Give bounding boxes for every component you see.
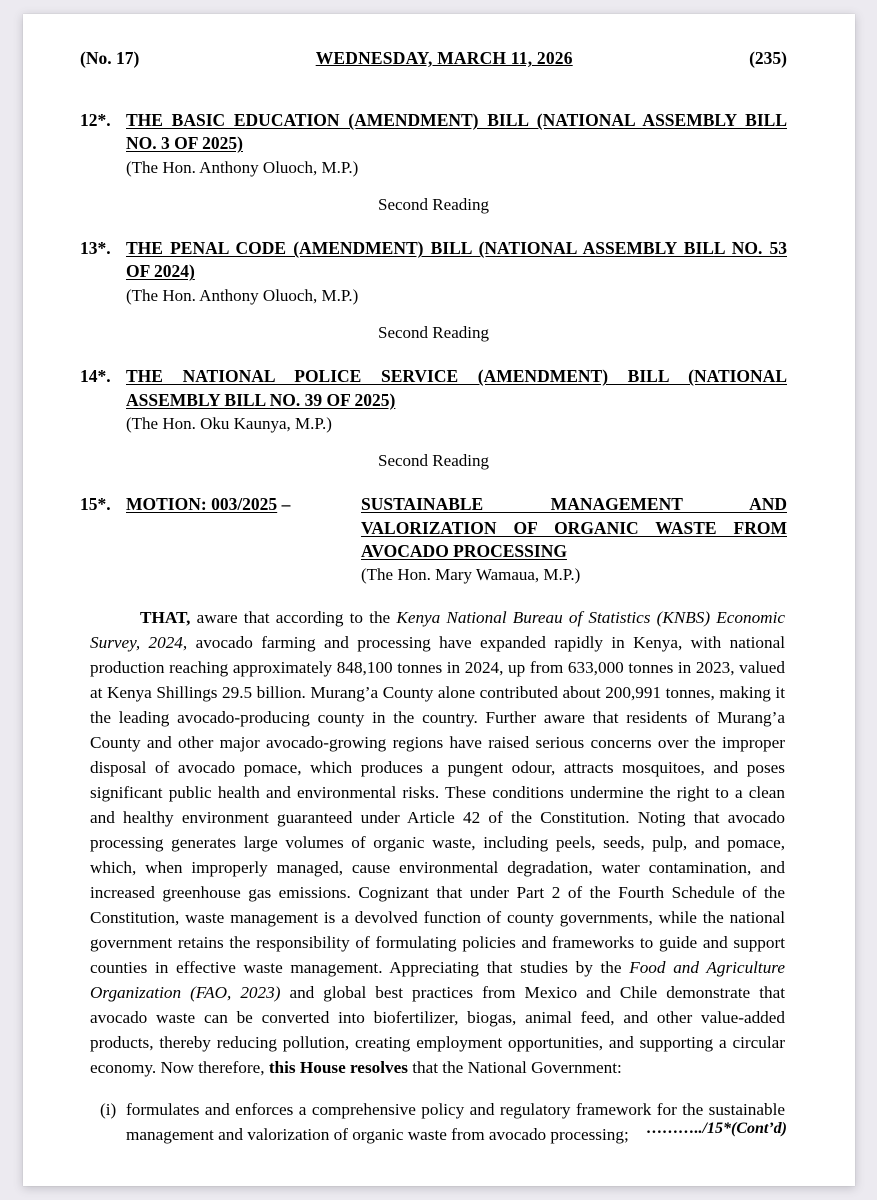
bill-sponsor: (The Hon. Anthony Oluoch, M.P.) [126,157,359,177]
page-header [80,48,787,69]
bill-title: THE NATIONAL POLICE SERVICE (AMENDMENT) BILL (NATIONAL ASSEMBLY BILL NO. 39 OF 2025) [126,366,787,410]
bill-sponsor: (The Hon. Oku Kaunya, M.P.) [126,413,332,433]
order-item-number: 13*. [80,238,111,259]
motion-reference-dash: – [277,494,291,515]
page-number: (235) [749,48,787,68]
order-item-stage: Second Reading [378,323,489,343]
resolution-marker: (i) [100,1100,117,1120]
order-item-stage: Second Reading [378,195,489,215]
order-item-13 [80,237,787,307]
order-item-stage: Second Reading [378,451,489,471]
order-item-number: 14*. [80,366,111,387]
document-page [23,14,855,1186]
order-item-12 [80,109,787,179]
order-item-body [126,493,787,586]
motion-reference-text: MOTION: 003/2025 [126,494,278,515]
motion-title: SUSTAINABLE MANAGEMENT AND VALORIZATION OF ORGANIC WASTE FROM AVOCADO PROCESSING [361,494,787,561]
resolution-text: formulates and enforces a comprehensive policy and regulatory framework for the sustainable management and valorization of organic waste from avocado processing; [126,1100,785,1145]
order-item-body [126,109,787,179]
order-item-number: 15*. [80,494,111,515]
motion-body-text: THAT, aware that according to the Kenya National Bureau of Statistics (KNBS) Economic Survey, 2024, avocado farming and processing have expanded rapidly in Kenya, with national production reaching approximately 848,100 tonnes in 2024, up from 633,000 tonnes in 2023, valued at Kenya Shillings 29.5 billion. Murang’a County alone contributed about 200,991 tonnes, making it the leading avocado-producing county in the country. Further aware that residents of Murang’a County and other major avocado-growing regions have raised serious concerns over the improper disposal of avocado pomace, which produces a pungent odour, attracts mosquitoes, and poses significant public health and environmental risks. These conditions undermine the right to a clean and healthy environment guaranteed under Article 42 of the Constitution. Noting that avocado processing generates large volumes of organic waste, including peels, seeds, pulp, and pomace, which, when improperly managed, cause environmental degradation, water contamination, and increased greenhouse gas emissions. Cognizant that under Part 2 of the Fourth Schedule of the Constitution, waste management is a devolved function of county governments, while the national government retains the responsibility of formulating policies and frameworks to guide and support counties in effective waste management. Appreciating that studies by the Food and Agriculture Organization (FAO, 2023) and global best practices from Mexico and Chile demonstrate that avocado waste can be converted into biofertilizer, biogas, animal feed, and other value-added products, thereby reducing pollution, creating employment opportunities, and supporting a circular economy. Now therefore, this House resolves that the National Government: [90,607,785,1078]
sitting-date: WEDNESDAY, MARCH 11, 2026 [315,48,573,68]
document-page-sheet [23,14,855,1186]
bill-title: THE PENAL CODE (AMENDMENT) BILL (NATIONAL ASSEMBLY BILL NO. 53 OF 2024) [126,238,787,282]
order-item-body [126,365,787,435]
motion-sponsor: (The Hon. Mary Wamaua, M.P.) [361,565,581,585]
motion-heading-row [126,493,787,586]
order-paper-number: (No. 17) [80,48,140,68]
bill-title: THE BASIC EDUCATION (AMENDMENT) BILL (NATIONAL ASSEMBLY BILL NO. 3 OF 2025) [126,110,787,154]
order-item-number: 12*. [80,110,111,130]
order-item-14 [80,365,787,435]
order-item-body [126,237,787,307]
motion-reference [126,493,361,516]
motion-title-block [361,493,787,586]
order-item-15 [80,493,787,586]
continuation-footer: ………../15*(Cont’d) [646,1120,787,1137]
bill-sponsor: (The Hon. Anthony Oluoch, M.P.) [126,285,359,305]
